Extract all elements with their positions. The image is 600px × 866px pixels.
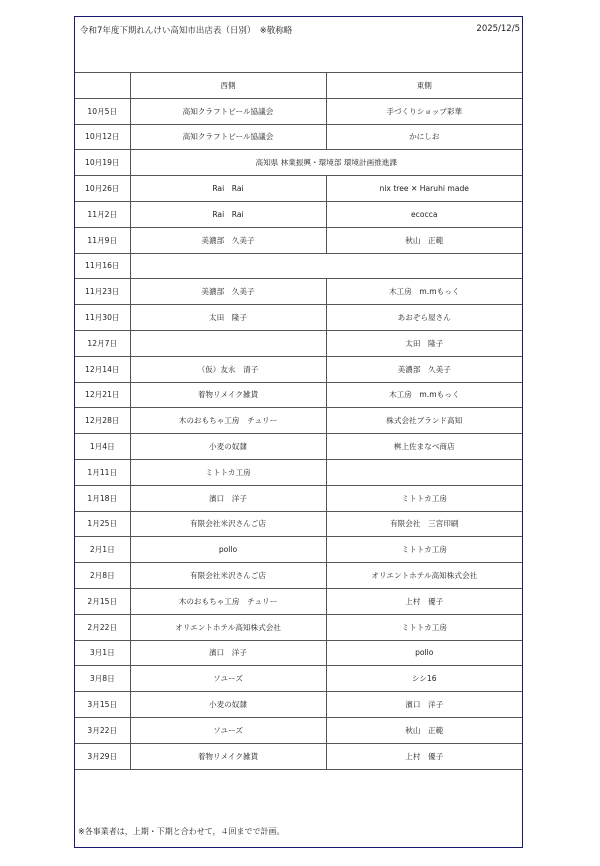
east-vendor-cell: ミトトカ工房 xyxy=(326,537,522,563)
west-vendor-cell: 有限会社米沢さんご店 xyxy=(130,563,326,589)
date-cell: 2月1日 xyxy=(75,537,130,563)
west-vendor-cell: （仮）友永 清子 xyxy=(130,356,326,382)
table-row xyxy=(75,434,522,460)
west-vendor-cell: 高知クラフトビール協議会 xyxy=(130,124,326,150)
schedule-table xyxy=(75,72,522,770)
east-vendor-cell: nix tree ✕ Haruhi made xyxy=(326,176,522,202)
east-vendor-cell: 木工房 m.mもっく xyxy=(326,279,522,305)
east-vendor-cell: 美濃部 久美子 xyxy=(326,356,522,382)
date-cell: 1月25日 xyxy=(75,511,130,537)
date-cell: 3月15日 xyxy=(75,692,130,718)
table-row xyxy=(75,511,522,537)
table-row xyxy=(75,537,522,563)
west-vendor-cell: 有限会社米沢さんご店 xyxy=(130,511,326,537)
table-row xyxy=(75,640,522,666)
date-cell: 3月8日 xyxy=(75,666,130,692)
table-row xyxy=(75,253,522,279)
east-vendor-cell: ミトトカ工房 xyxy=(326,614,522,640)
table-row xyxy=(75,150,522,176)
west-vendor-cell: pollo xyxy=(130,537,326,563)
table-row xyxy=(75,588,522,614)
table-row xyxy=(75,124,522,150)
east-vendor-cell xyxy=(326,459,522,485)
east-vendor-cell: 太田 隆子 xyxy=(326,330,522,356)
east-vendor-cell: ミトトカ工房 xyxy=(326,485,522,511)
west-vendor-cell: 濱口 洋子 xyxy=(130,640,326,666)
merged-vendor-cell: 高知県 林業振興・環境部 環境計画推進課 xyxy=(130,150,522,176)
west-vendor-cell: ソユーズ xyxy=(130,717,326,743)
west-vendor-cell: 太田 隆子 xyxy=(130,305,326,331)
east-vendor-cell: ecocca xyxy=(326,201,522,227)
date-cell: 3月1日 xyxy=(75,640,130,666)
west-vendor-cell: ソユーズ xyxy=(130,666,326,692)
table-header-row xyxy=(75,73,522,99)
east-vendor-cell: 株式会社ブランド高知 xyxy=(326,408,522,434)
date-cell: 1月4日 xyxy=(75,434,130,460)
table-row xyxy=(75,305,522,331)
date-cell: 2月15日 xyxy=(75,588,130,614)
west-vendor-cell: 美濃部 久美子 xyxy=(130,279,326,305)
table-row xyxy=(75,666,522,692)
west-vendor-cell: 小麦の奴隷 xyxy=(130,692,326,718)
west-vendor-cell: 着物リメイク雑貨 xyxy=(130,382,326,408)
east-vendor-cell: あおぞら屋さん xyxy=(326,305,522,331)
table-row xyxy=(75,279,522,305)
table-row xyxy=(75,717,522,743)
east-vendor-cell: 秋山 正範 xyxy=(326,717,522,743)
west-vendor-cell: 着物リメイク雑貨 xyxy=(130,743,326,769)
footer-note: ※各事業者は，上期・下期と合わせて，４回までで計画。 xyxy=(78,827,285,836)
date-cell: 3月29日 xyxy=(75,743,130,769)
header-date-cell xyxy=(75,73,130,99)
east-vendor-cell: シシ16 xyxy=(326,666,522,692)
table-row xyxy=(75,382,522,408)
east-vendor-cell: 上村 優子 xyxy=(326,588,522,614)
document-title: 令和7年度下期れんけい高知市出店表（日別） ※敬称略 xyxy=(80,26,293,36)
west-vendor-cell: 美濃部 久美子 xyxy=(130,227,326,253)
west-vendor-cell: 木のおもちゃ工房 チュリー xyxy=(130,588,326,614)
west-vendor-cell: 木のおもちゃ工房 チュリー xyxy=(130,408,326,434)
table-row xyxy=(75,227,522,253)
date-cell: 11月16日 xyxy=(75,253,130,279)
date-cell: 10月5日 xyxy=(75,98,130,124)
table-row xyxy=(75,408,522,434)
document-frame xyxy=(74,16,523,848)
date-cell: 11月9日 xyxy=(75,227,130,253)
table-row xyxy=(75,459,522,485)
date-cell: 10月26日 xyxy=(75,176,130,202)
west-vendor-cell: ミトトカ工房 xyxy=(130,459,326,485)
east-vendor-cell: 上村 優子 xyxy=(326,743,522,769)
date-cell: 1月18日 xyxy=(75,485,130,511)
date-cell: 2月22日 xyxy=(75,614,130,640)
table-row xyxy=(75,692,522,718)
east-vendor-cell: pollo xyxy=(326,640,522,666)
table-row xyxy=(75,98,522,124)
table-row xyxy=(75,485,522,511)
east-vendor-cell: 桝上佐まなべ商店 xyxy=(326,434,522,460)
west-vendor-cell: 濱口 洋子 xyxy=(130,485,326,511)
date-cell: 12月7日 xyxy=(75,330,130,356)
date-cell: 12月21日 xyxy=(75,382,130,408)
date-cell: 11月30日 xyxy=(75,305,130,331)
table-row xyxy=(75,330,522,356)
west-vendor-cell: Rai Rai xyxy=(130,176,326,202)
date-cell: 11月23日 xyxy=(75,279,130,305)
table-row xyxy=(75,563,522,589)
west-vendor-cell: 小麦の奴隷 xyxy=(130,434,326,460)
table-row xyxy=(75,356,522,382)
east-vendor-cell: 有限会社 三宮印刷 xyxy=(326,511,522,537)
east-vendor-cell: かにしお xyxy=(326,124,522,150)
date-cell: 1月11日 xyxy=(75,459,130,485)
date-cell: 2月8日 xyxy=(75,563,130,589)
date-cell: 11月2日 xyxy=(75,201,130,227)
date-cell: 10月12日 xyxy=(75,124,130,150)
date-cell: 12月28日 xyxy=(75,408,130,434)
table-row xyxy=(75,176,522,202)
east-vendor-cell: 手づくりショップ彩華 xyxy=(326,98,522,124)
table-row xyxy=(75,743,522,769)
west-vendor-cell xyxy=(130,330,326,356)
header-west-cell: 西側 xyxy=(130,73,326,99)
table-row xyxy=(75,614,522,640)
date-cell: 10月19日 xyxy=(75,150,130,176)
east-vendor-cell: オリエントホテル高知株式会社 xyxy=(326,563,522,589)
merged-vendor-cell xyxy=(130,253,522,279)
west-vendor-cell: オリエントホテル高知株式会社 xyxy=(130,614,326,640)
west-vendor-cell: 高知クラフトビール協議会 xyxy=(130,98,326,124)
table-row xyxy=(75,201,522,227)
date-cell: 3月22日 xyxy=(75,717,130,743)
east-vendor-cell: 濱口 洋子 xyxy=(326,692,522,718)
east-vendor-cell: 秋山 正範 xyxy=(326,227,522,253)
west-vendor-cell: Rai Rai xyxy=(130,201,326,227)
header-east-cell: 東側 xyxy=(326,73,522,99)
date-cell: 12月14日 xyxy=(75,356,130,382)
document-date: 2025/12/5 xyxy=(476,24,520,34)
east-vendor-cell: 木工房 m.mもっく xyxy=(326,382,522,408)
